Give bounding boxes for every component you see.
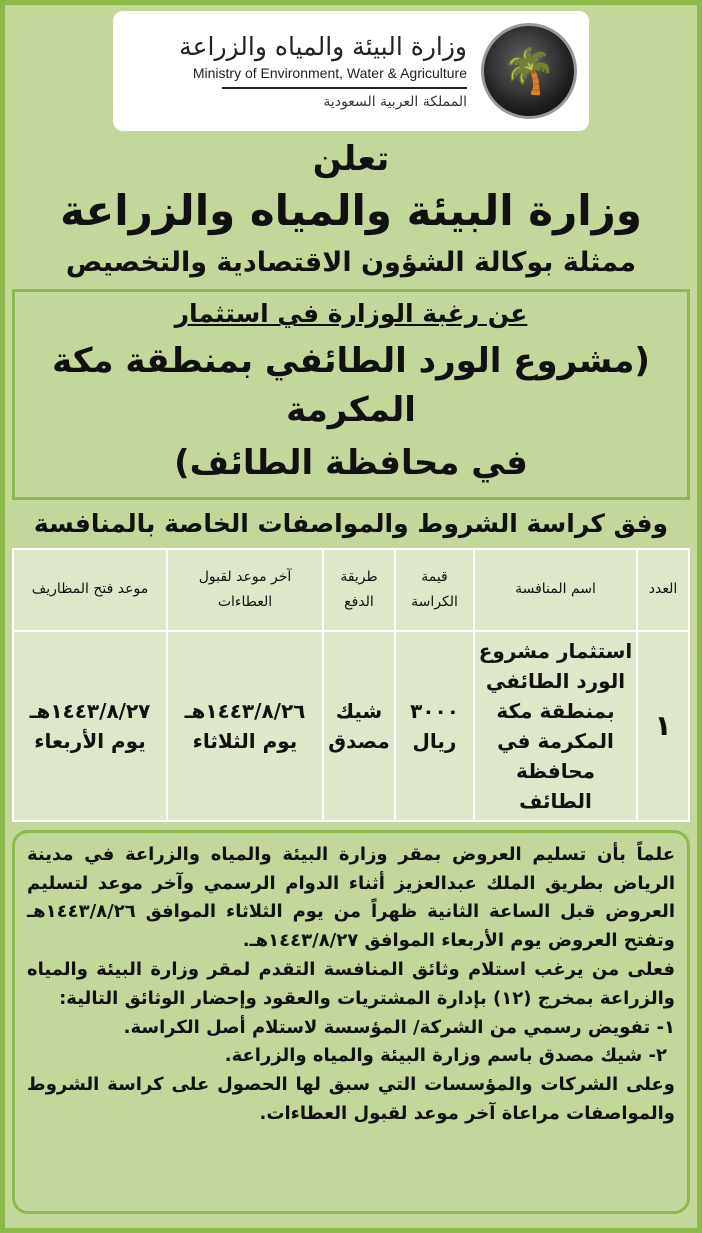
logo-name-en: Ministry of Environment, Water & Agriculture: [192, 65, 467, 82]
header-price: قيمة الكراسة: [395, 549, 474, 631]
notes-submission: علماً بأن تسليم العروض بمقر وزارة البيئة والمياه والزراعة في مدينة الرياض بطريق الملك عبدالعزيز أثناء الدوام الرسمي وآخر موعد لتسليم العروض قبل الساعة الثانية ظهراً من يوم الثلاثاء الموافق ١٤٤٣/٨/٢٦هـ وتفتح العروض يوم الأربعاء الموافق ١٤٤٣/٨/٢٧هـ.: [27, 843, 675, 952]
project-title-line1: (مشروع الورد الطائفي بمنطقة مكة المكرمة: [52, 340, 650, 430]
deadline-day: يوم الثلاثاء: [192, 728, 298, 753]
opening-date: ١٤٤٣/٨/٢٧هـ: [29, 698, 151, 723]
cell-name: استثمار مشروع الورد الطائفي بمنطقة مكة المكرمة في محافظة الطائف: [474, 631, 637, 821]
notes-item-1: ١- تفويض رسمي من الشركة/ المؤسسة لاستلام أصل الكراسة.: [123, 1016, 675, 1038]
project-box: [12, 289, 690, 499]
cell-deadline: [167, 631, 323, 821]
header-number: العدد: [637, 549, 689, 631]
cell-payment: شيك مصدق: [323, 631, 395, 821]
header-deadline: آخر موعد لقبول العطاءات: [167, 549, 323, 631]
project-intro: عن رغبة الوزارة في استثمار: [174, 299, 528, 329]
notes-item-2: ٢- شيك مصدق باسم وزارة البيئة والمياه والزراعة.: [224, 1045, 667, 1067]
header-opening: موعد فتح المظاريف: [13, 549, 167, 631]
tender-table: [12, 548, 690, 822]
notes-previous-buyers: وعلى الشركات والمؤسسات التي سبق لها الحصول على كراسة الشروط والمواصفات مراعاة آخر موعد لقبول العطاءات.: [27, 1074, 675, 1124]
table-header-row: [13, 549, 689, 631]
agency-heading: ممثلة بوكالة الشؤون الاقتصادية والتخصيص: [65, 246, 637, 278]
cell-number: ١: [637, 631, 689, 821]
header-payment: طريقة الدفع: [323, 549, 395, 631]
ministry-logo: [113, 11, 589, 131]
logo-divider: [222, 87, 467, 89]
palm-swords-emblem-icon: 🌴: [481, 23, 577, 119]
logo-country: المملكة العربية السعودية: [323, 93, 467, 110]
ministry-heading: وزارة البيئة والمياه والزراعة: [60, 185, 642, 235]
project-title-line2: في محافظة الطائف): [174, 443, 528, 484]
cell-opening: [13, 631, 167, 821]
logo-text-block: [125, 29, 467, 113]
notes-box: [12, 830, 690, 1214]
terms-line: وفق كراسة الشروط والمواصفات الخاصة بالمنافسة: [33, 508, 669, 538]
header-name: اسم المنافسة: [474, 549, 637, 631]
table-row: [13, 631, 689, 821]
announces-heading: تعلن: [312, 139, 390, 179]
cell-price: ٣٠٠٠ ريال: [395, 631, 474, 821]
logo-name-ar: وزارة البيئة والمياه والزراعة: [179, 32, 467, 62]
opening-day: يوم الأربعاء: [34, 728, 146, 753]
notes-documents: فعلى من يرغب استلام وثائق المنافسة التقدم لمقر وزارة البيئة والمياه والزراعة بمخرج (١٢) بإدارة المشتريات والعقود وإحضار الوثائق التالية:: [27, 958, 675, 1009]
deadline-date: ١٤٤٣/٨/٢٦هـ: [184, 698, 306, 723]
